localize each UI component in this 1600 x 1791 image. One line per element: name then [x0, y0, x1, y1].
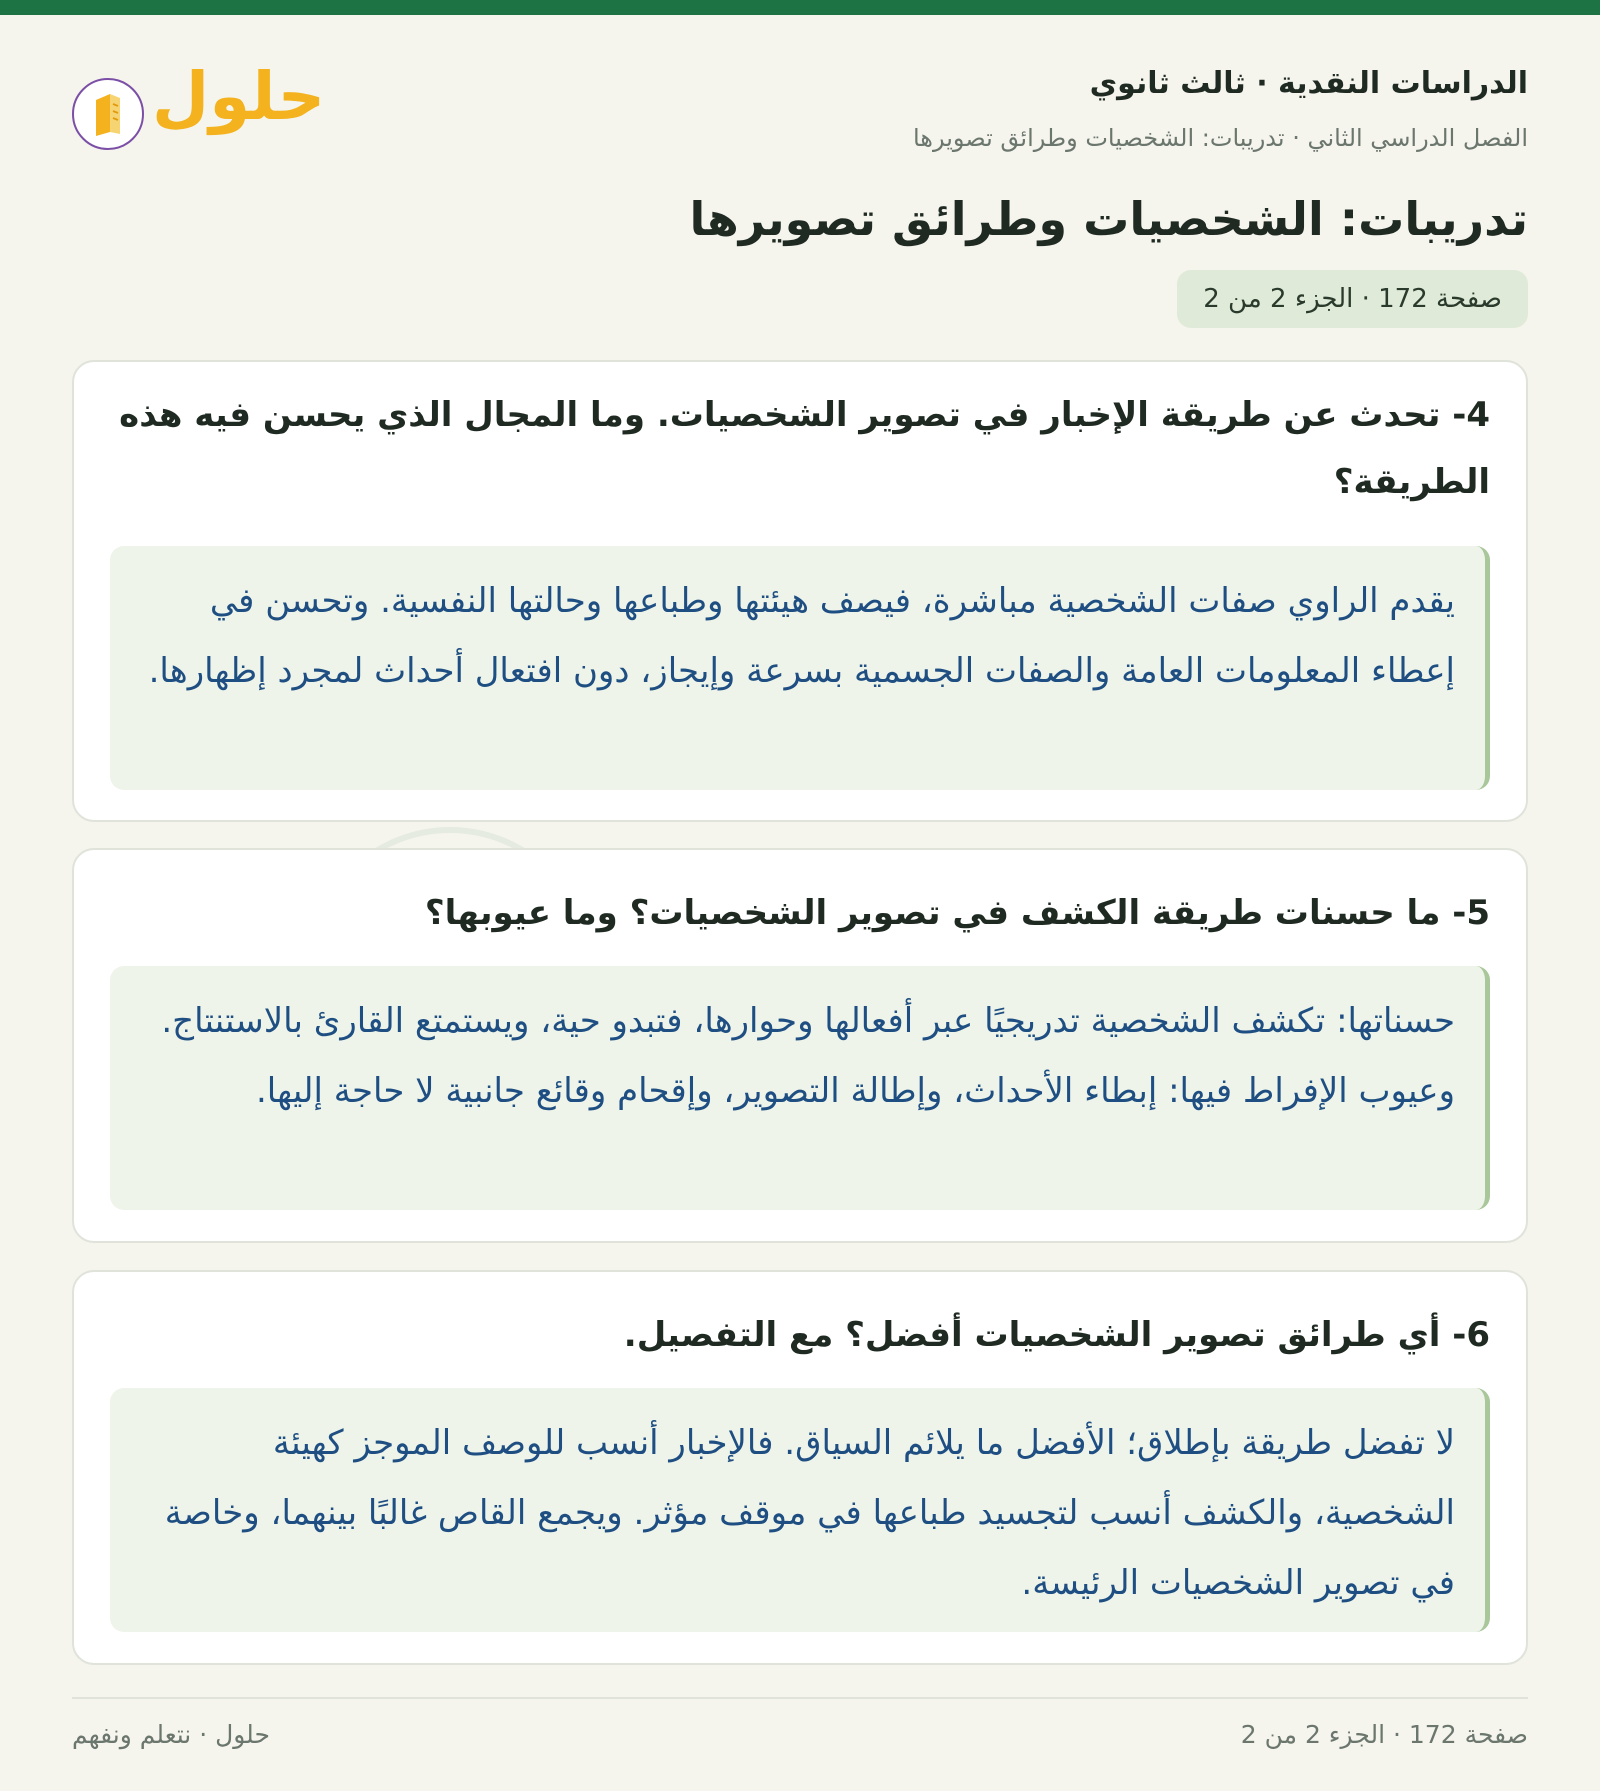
- answer-box: لا تفضل طريقة بإطلاق؛ الأفضل ما يلائم السياق. فالإخبار أنسب للوصف الموجز كهيئة الشخصية، والكشف أنسب لتجسيد طباعها في موقف مؤثر. ويجمع القاص غالبًا بينهما، وخاصة في تصوير الشخصيات الرئيسة.: [110, 1388, 1490, 1632]
- footer-divider: [72, 1697, 1528, 1699]
- footer-brand: حلول · نتعلم ونفهم: [72, 1720, 270, 1749]
- page-title: تدريبات: الشخصيات وطرائق تصويرها: [689, 192, 1528, 246]
- answer-box: يقدم الراوي صفات الشخصية مباشرة، فيصف هيئتها وطباعها وحالتها النفسية. وتحسن في إعطاء المعلومات العامة والصفات الجسمية بسرعة وإيجاز، دون افتعال أحداث لمجرد إظهارها.: [110, 546, 1490, 790]
- footer-page-info: صفحة 172 · الجزء 2 من 2: [1240, 1720, 1528, 1749]
- book-icon: [72, 78, 144, 150]
- question-card: [72, 360, 1528, 822]
- logo-wordmark: حلول: [152, 58, 326, 135]
- question-text: 6- أي طرائق تصوير الشخصيات أفضل؟ مع التفصيل.: [623, 1315, 1490, 1355]
- page-badge: صفحة 172 · الجزء 2 من 2: [1177, 270, 1528, 328]
- question-text: 5- ما حسنات طريقة الكشف في تصوير الشخصيات؟ وما عيوبها؟: [424, 893, 1490, 933]
- course-title: الدراسات النقدية · ثالث ثانوي: [1089, 66, 1528, 101]
- top-accent-bar: [0, 0, 1600, 15]
- question-card: [72, 848, 1528, 1243]
- question-card: [72, 1270, 1528, 1665]
- answer-box: حسناتها: تكشف الشخصية تدريجيًا عبر أفعالها وحوارها، فتبدو حية، ويستمتع القارئ بالاستنتاج. وعيوب الإفراط فيها: إبطاء الأحداث، وإطالة التصوير، وإقحام وقائع جانبية لا حاجة إليها.: [110, 966, 1490, 1210]
- breadcrumb: الفصل الدراسي الثاني · تدريبات: الشخصيات وطرائق تصويرها: [912, 124, 1528, 152]
- question-text: 4- تحدث عن طريقة الإخبار في تصوير الشخصيات. وما المجال الذي يحسن فيه هذه الطريقة؟: [119, 395, 1490, 502]
- site-logo[interactable]: [72, 58, 326, 150]
- page-header: [72, 58, 1528, 152]
